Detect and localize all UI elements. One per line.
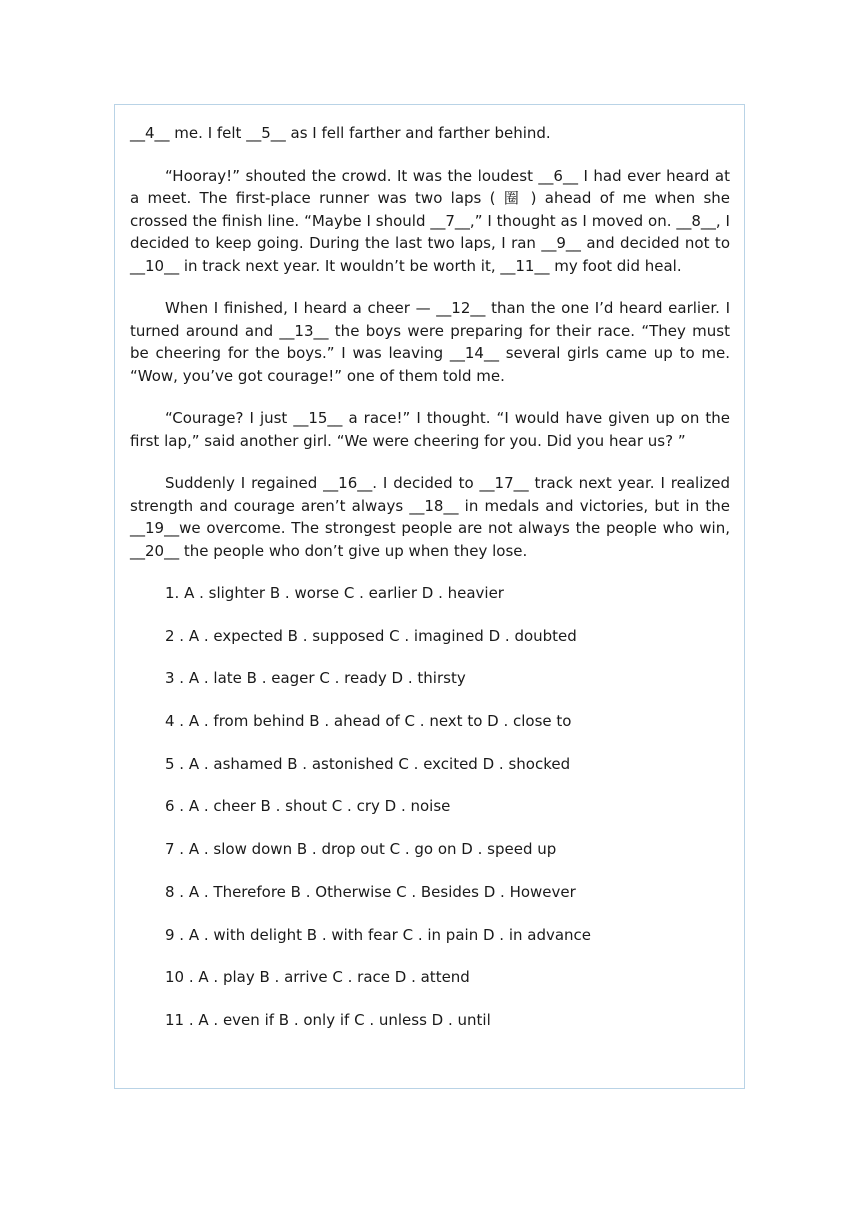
question-1-options: 1. A . slighter B . worse C . earlier D . heavier bbox=[165, 584, 504, 602]
question-options-list bbox=[130, 582, 730, 1031]
question-8-options: 8 . A . Therefore B . Otherwise C . Besides D . However bbox=[165, 882, 576, 901]
question-3-options: 3 . A . late B . eager C . ready D . thirsty bbox=[165, 669, 466, 688]
question-10-options: 10 . A . play B . arrive C . race D . attend bbox=[165, 968, 470, 987]
paragraph-5: Suddenly I regained __16__. I decided to __17__ track next year. I realized strength and courage aren’t always __18__ in medals and victories, but in the __19__we overcome. The strongest people are not always the people who win, __20__ the people who don’t give up when they lose. bbox=[130, 474, 730, 560]
question-6-options: 6 . A . cheer B . shout C . cry D . noise bbox=[165, 797, 451, 816]
question-4-options: 4 . A . from behind B . ahead of C . next to D . close to bbox=[165, 712, 572, 731]
paragraph-4: “Courage? I just __15__ a race!” I thought. “I would have given up on the first lap,” said another girl. “We were cheering for you. Did you hear us? ” bbox=[130, 409, 730, 450]
paragraph-2: “Hooray!” shouted the crowd. It was the loudest __6__ I had ever heard at a meet. The first-place runner was two laps ( 圈 ) ahead of me when she crossed the finish line. “Maybe I should __7__,” I thought as I moved on. __8__, I decided to keep going. During the last two laps, I ran __9__ and decided not to __10__ in track next year. It wouldn’t be worth it, __11__ my foot did heal. bbox=[130, 166, 730, 275]
paragraph-1: __4__ me. I felt __5__ as I fell farther and farther behind. bbox=[130, 124, 551, 142]
paragraph-3: When I finished, I heard a cheer — __12__ than the one I’d heard earlier. I turned around and __13__ the boys were preparing for their race. “They must be cheering for the boys.” I was leaving __14__ several girls came up to me. “Wow, you’ve got courage!” one of them told me. bbox=[130, 299, 730, 385]
document-page bbox=[114, 104, 745, 1089]
question-11-options: 11 . A . even if B . only if C . unless D . until bbox=[165, 1010, 491, 1029]
question-5-options: 5 . A . ashamed B . astonished C . excited D . shocked bbox=[165, 754, 571, 773]
question-7-options: 7 . A . slow down B . drop out C . go on D . speed up bbox=[165, 840, 557, 859]
question-2-options: 2 . A . expected B . supposed C . imagined D . doubted bbox=[165, 626, 577, 645]
question-9-options: 9 . A . with delight B . with fear C . in pain D . in advance bbox=[165, 925, 592, 944]
